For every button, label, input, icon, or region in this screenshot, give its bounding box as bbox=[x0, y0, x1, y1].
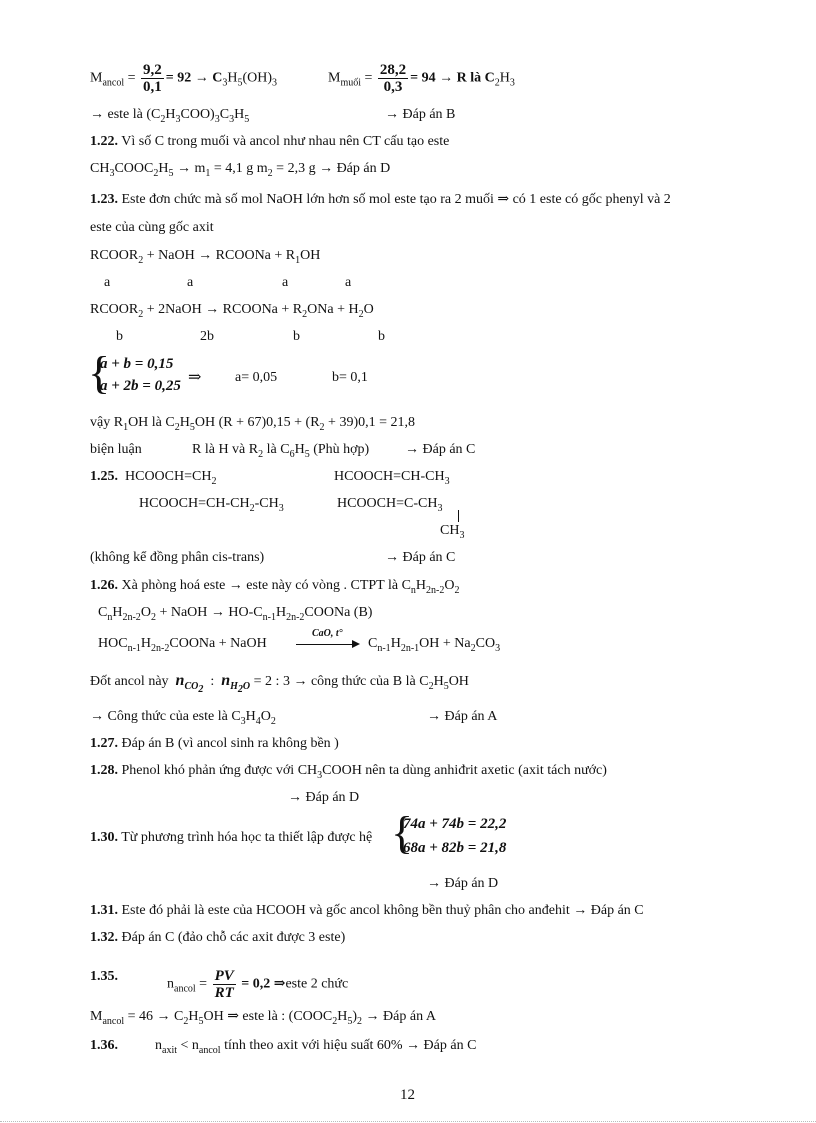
isomer-3: $HCOOCH=CH-CH_2-CH_3$ bbox=[139, 496, 284, 514]
line-mancol: $M_{ancol}$ = $\frac{9,2}{0,1}$ = $92 \to C_3H_5(OH)_3$ bbox=[90, 62, 278, 95]
implies-arrow: ⇒ bbox=[188, 369, 202, 386]
answer-c: → Đáp án C bbox=[405, 442, 476, 457]
coef: a bbox=[345, 275, 352, 290]
page-number: 12 bbox=[400, 1087, 415, 1103]
reaction-saponification: $C_nH_{2n-2}O_2$ + NaOH → $HO-C_{n-1}H_{2n-2}COONa$ (B) bbox=[98, 605, 373, 623]
coef: a bbox=[104, 275, 111, 290]
question-1-25: 1.25. $HCOOCH=CH_2$ bbox=[90, 469, 217, 487]
coef: a bbox=[187, 275, 194, 290]
answer-d: → Đáp án D bbox=[288, 790, 360, 805]
answer-d: → Đáp án D bbox=[427, 876, 499, 891]
coef: b bbox=[293, 329, 300, 344]
line-m-ancol-46: $M_{ancol} = 46 \to C_2H_5OH$ ⇒ este là : $(COOC_2H_5)_2$ → Đáp án A bbox=[90, 1009, 436, 1027]
question-1-35: 1.35. bbox=[90, 969, 118, 984]
reaction-condition: CaO, t° bbox=[312, 628, 343, 639]
line-este-cung-goc: este của cùng gốc axit bbox=[90, 220, 214, 235]
question-1-23: 1.23. Este đơn chức mà số mol NaOH lớn hơn số mol este tạo ra 2 muối ⇒ có 1 este có gốc phenyl và 2 bbox=[90, 192, 671, 207]
question-1-31: 1.31. Este đó phải là este của HCOOH và gốc ancol không bền thuỷ phân cho anđehit → Đáp án C bbox=[90, 903, 644, 918]
line-cis-trans: (không kể đồng phân cis-trans) bbox=[90, 550, 265, 565]
branch-bond bbox=[458, 510, 459, 522]
value-b: b= 0,1 bbox=[332, 370, 368, 385]
value-a: a= 0,05 bbox=[235, 370, 278, 385]
line-122-result: $CH_3COOC_2H_5 \to m_1 = 4,1$ g $m_2 = 2,3$ g → Đáp án D bbox=[90, 161, 391, 179]
coef: b bbox=[116, 329, 123, 344]
question-1-22: 1.22. Vì số C trong muối và ancol như nhau nên CT cấu tạo este bbox=[90, 134, 450, 149]
line-bien-luan-detail: R là H và $R_2$ là $C_6H_5$ (Phù hợp) bbox=[192, 442, 370, 460]
reaction-decarboxylation: $HOC_{n-1}H_{2n-2}COONa$ + NaOH bbox=[98, 636, 267, 654]
question-1-26: 1.26. Xà phòng hoá este → este này có vòng . CTPT là $C_nH_{2n-2}O_2$ bbox=[90, 578, 460, 596]
line-vay-r1oh: vậy $R_1OH$ là $C_2H_5OH$ $(R + 67)0,15 + (R_2 + 39)0,1 = 21,8$ bbox=[90, 415, 415, 433]
line-mmuoi: $M_{muối}$ = $\frac{28,2}{0,3}$ = 94 → R là $C_2H_3$ bbox=[328, 62, 515, 95]
question-1-28: 1.28. Phenol khó phản ứng được với $CH_3COOH$ nên ta dùng anhiđrit axetic (axit tách nước) bbox=[90, 763, 607, 781]
question-1-30: 1.30. Từ phương trình hóa học ta thiết lập được hệ bbox=[90, 830, 373, 845]
question-1-32: 1.32. Đáp án C (đảo chỗ các axit được 3 este) bbox=[90, 930, 346, 945]
isomer-2: $HCOOCH=CH-CH_3$ bbox=[334, 469, 450, 487]
isomer-4: $HCOOCH=C-CH_3$ bbox=[337, 496, 443, 514]
line-dot-ancol: Đốt ancol này $n_{CO_2}$ : $n_{H_2O} = 2$ : 3 → công thức của B là $C_2H_5OH$ bbox=[90, 672, 469, 695]
reaction-1: $RCOOR_2$ + NaOH → RCOONa + $R_1OH$ bbox=[90, 248, 321, 266]
question-1-27: 1.27. Đáp án B (vì ancol sinh ra không bền ) bbox=[90, 736, 339, 751]
equation-system-130: { 74a + 74b = 22,2 68a + 82b = 21,8 bbox=[391, 807, 507, 858]
answer-a: → Đáp án A bbox=[427, 709, 498, 724]
reaction-2: $RCOOR_2$ + 2NaOH → RCOONa + $R_2ONa + H_2O$ bbox=[90, 302, 374, 320]
reaction-products: $C_{n-1}H_{2n-1}OH + Na_2CO_3$ bbox=[368, 636, 501, 654]
isomer-4-branch: $CH_3$ bbox=[440, 523, 465, 541]
question-1-36: 1.36. bbox=[90, 1038, 118, 1053]
line-este-formula: → este là $(C_2H_3COO)_3C_3H_5$ bbox=[90, 107, 250, 125]
line-n-axit: $n_{axit} < n_{ancol}$ tính theo axit với hiệu suất 60% → Đáp án C bbox=[155, 1038, 477, 1056]
equation-system-123: { a + b = 0,15 a + 2b = 0,25 bbox=[88, 347, 181, 398]
reaction-arrow bbox=[296, 644, 358, 645]
line-n-ancol: $n_{ancol}$ = $\frac{PV}{RT}$ = 0,2 ⇒este 2 chức bbox=[167, 968, 349, 1001]
answer-c: → Đáp án C bbox=[385, 550, 456, 565]
line-bien-luan: biện luận bbox=[90, 442, 142, 457]
line-cong-thuc-este: → Công thức của este là $C_3H_4O_2$ bbox=[90, 709, 276, 727]
coef: a bbox=[282, 275, 289, 290]
brace: { bbox=[391, 807, 414, 858]
answer-b: → Đáp án B bbox=[385, 107, 456, 122]
brace: { bbox=[88, 347, 111, 398]
coef: b bbox=[378, 329, 385, 344]
footer-divider bbox=[0, 1121, 816, 1122]
coef: 2b bbox=[200, 329, 214, 344]
